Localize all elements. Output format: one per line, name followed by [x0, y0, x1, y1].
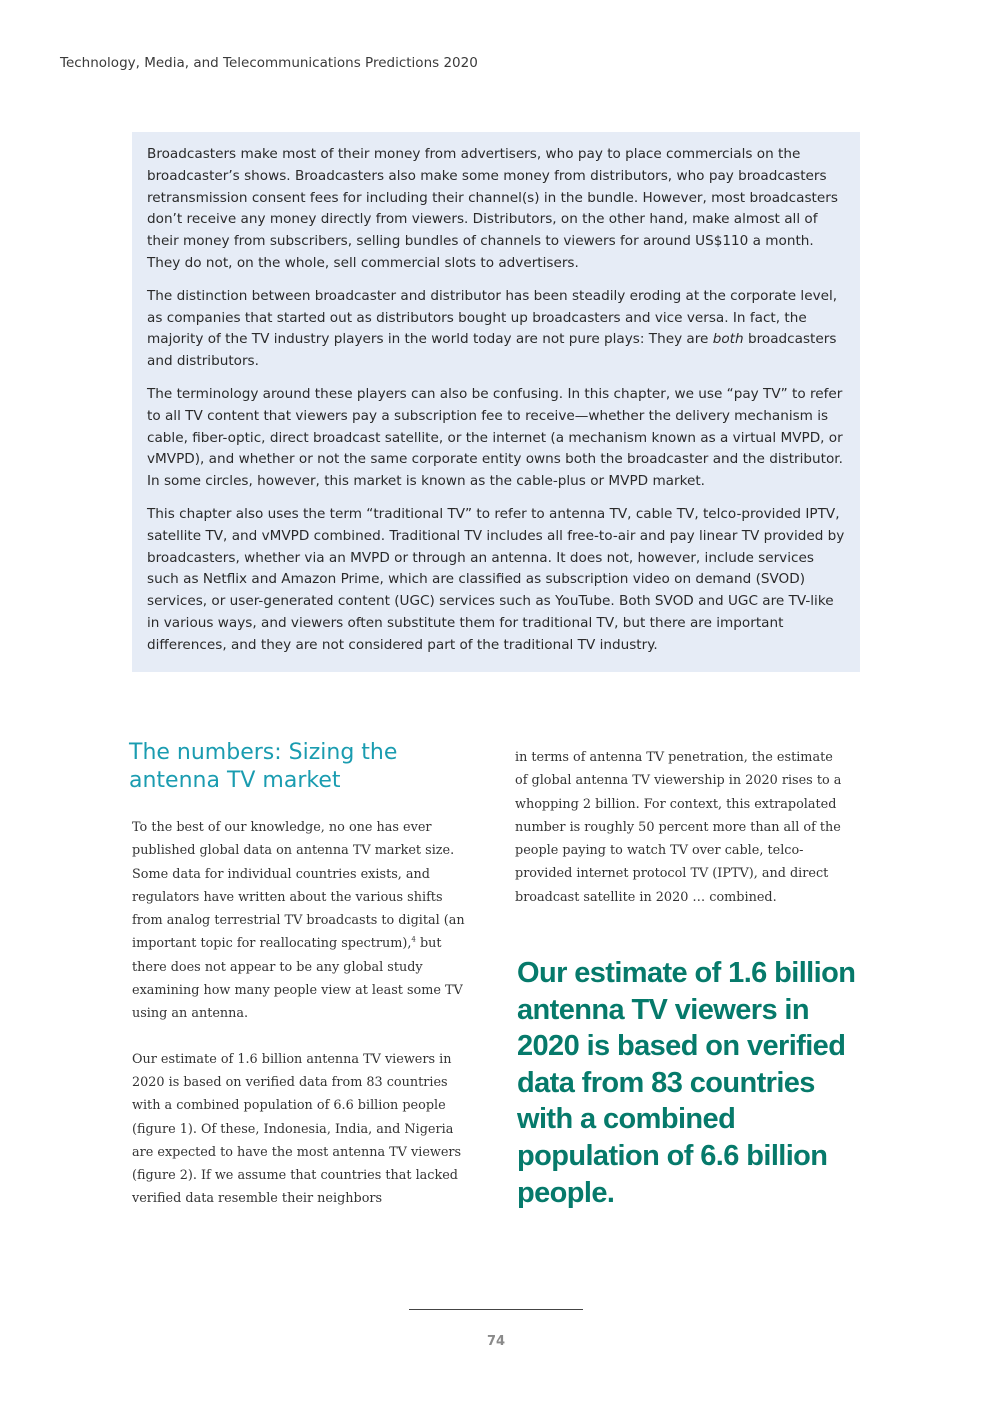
left-paragraph-2: Our estimate of 1.6 billion antenna TV viewers in 2020 is based on verified data from 83 countries with a combined population of 6.6 billion people (figure 1). Of these, Indonesia, India, and Nigeria are expected to have the most antenna TV viewers (figure 2). If we assume that countries that lacked verified data resemble their neighbors — [132, 1051, 462, 1207]
sidebar-paragraph-2-emphasis: both — [712, 331, 744, 348]
sidebar-paragraph-1: Broadcasters make most of their money from advertisers, who pay to place commercials on the broadcaster’s shows. Broadcasters also make some money from distributors, who pay broadcasters retransmission consent fees for including their channel(s) in the bundle. However, most broadcasters don’t receive any money directly from viewers. Distributors, on the other hand, make almost all of their money from subscribers, selling bundles of channels to viewers for around US$110 a month. They do not, on the whole, sell commercial slots to advertisers. — [147, 146, 838, 271]
page-number: 74 — [486, 1334, 506, 1349]
sidebar-paragraph-2-text: The distinction between broadcaster and distributor has been steadily eroding at the corporate level, as companies that started out as distributors bought up broadcasters and vice versa. In fact, the majority of the TV industry players in the world today are not pure plays: They are — [147, 287, 838, 348]
sidebar-paragraph-3: The terminology around these players can also be confusing. In this chapter, we use “pay TV” to refer to all TV content that viewers pay a subscription fee to receive—whether the delivery mechanism is cable, fiber-optic, direct broadcast satellite, or the internet (a mechanism known as a virtual MVPD, or vMVPD), and whether or not the same corporate entity owns both the broadcaster and the distributor. In some circles, however, this market is known as the cable-plus or MVPD market. — [147, 385, 843, 490]
left-paragraph-1-text-end: but there does not appear to be any global study examining how many people view at least some TV using an antenna. — [132, 936, 463, 1022]
pull-quote: Our estimate of 1.6 billion antenna TV viewers in 2020 is based on verified data from 83 countries with a combined population of 6.6 billion people. — [517, 957, 856, 1209]
sidebar-paragraph-2 — [147, 286, 848, 373]
right-paragraph-1: in terms of antenna TV penetration, the estimate of global antenna TV viewership in 2020 rises to a whopping 2 billion. For context, this extrapolated number is roughly 50 percent more than all of the people paying to watch TV over cable, telco-provided internet protocol TV (IPTV), and direct broadcast satellite in 2020 … combined. — [515, 750, 842, 905]
footnote-reference[interactable]: 4 — [411, 936, 416, 945]
sidebar-paragraph-2-text-end: broadcasters and distributors. — [147, 331, 837, 370]
footer-divider — [409, 1309, 583, 1310]
running-header: Technology, Media, and Telecommunications Predictions 2020 — [60, 55, 478, 71]
sidebar-box — [132, 132, 860, 672]
sidebar-paragraph-4: This chapter also uses the term “traditional TV” to refer to antenna TV, cable TV, telco-provided IPTV, satellite TV, and vMVPD combined. Traditional TV includes all free-to-air and pay linear TV provided by broadcasters, whether via an MVPD or through an antenna. It does not, however, include services such as Netflix and Amazon Prime, which are classified as subscription video on demand (SVOD) services, or user-generated content (UGC) services such as YouTube. Both SVOD and UGC are TV-like in various ways, and viewers often substitute them for traditional TV, but there are important differences, and they are not considered part of the traditional TV industry. — [147, 505, 845, 653]
right-column — [515, 746, 845, 909]
left-paragraph-1 — [132, 816, 474, 1026]
left-column — [132, 816, 474, 1211]
left-paragraph-1-text: To the best of our knowledge, no one has ever published global data on antenna TV market size. Some data for individual countries exists, and regulators have written about the various shifts from analog terrestrial TV broadcasts to digital (an important topic for reallocating spectrum), — [132, 820, 465, 952]
section-heading: The numbers: Sizing the antenna TV market — [129, 740, 398, 793]
